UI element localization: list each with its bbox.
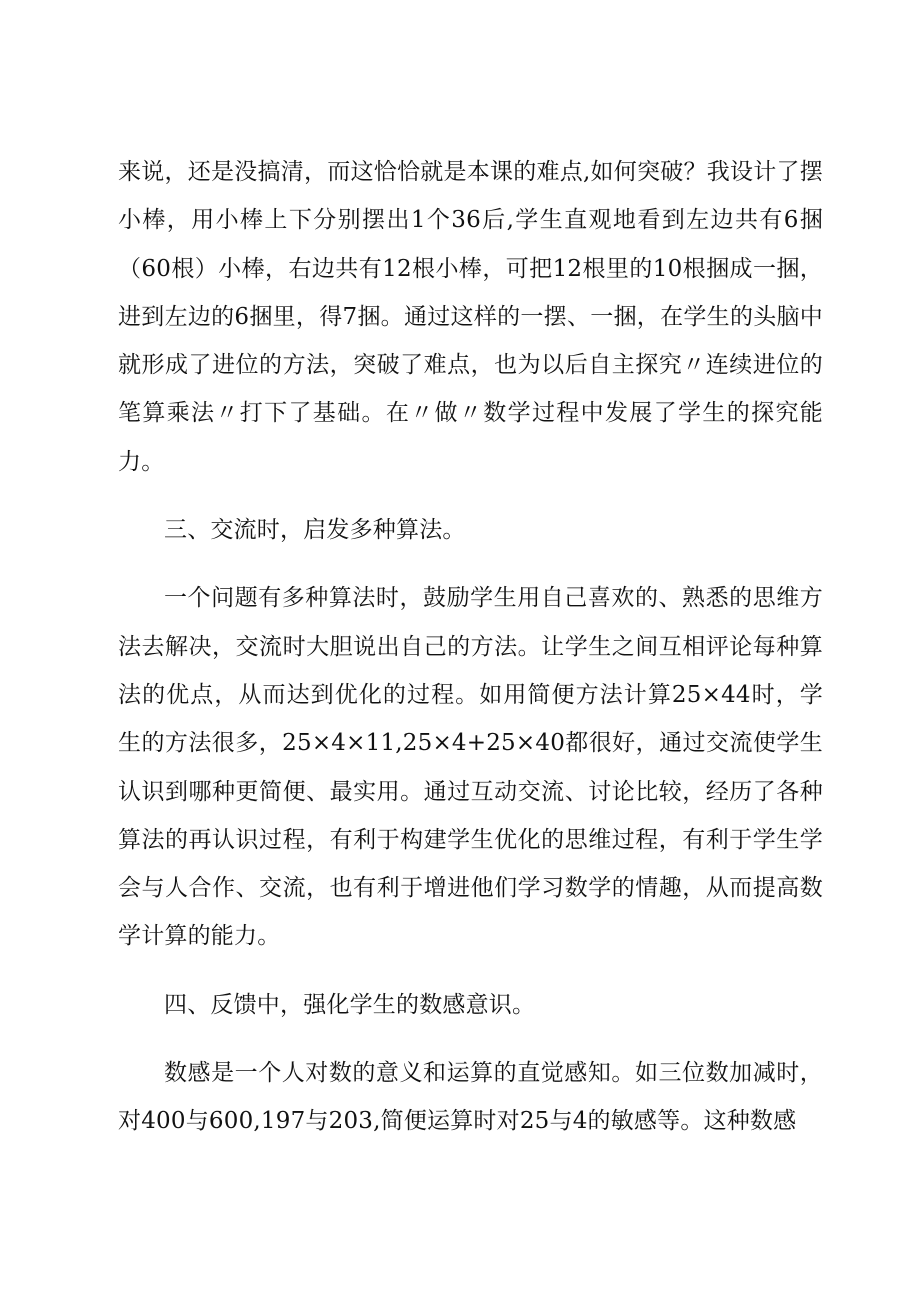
body-paragraph-number-sense: 数感是一个人对数的意义和运算的直觉感知。如三位数加减时，对400与600,197与203,简便运算时对25与4的敏感等。这种数感 <box>118 1060 823 1135</box>
section-heading-communication: 三、交流时，启发多种算法。 <box>164 517 466 544</box>
body-paragraph-multiple-algorithms: 一个问题有多种算法时，鼓励学生用自己喜欢的、熟悉的思维方法去解决，交流时大胆说出自己的方法。让学生之间互相评论每种算法的优点，从而达到优化的过程。如用简便方法计算25×44时，学生的方法很多，25×4×11,25×4+25×40都很好，通过交流使学生认识到哪种更简便、最实用。通过互动交流、讨论比较，经历了各种算法的再认识过程，有利于构建学生优化的思维过程，有利于学生学会与人合作、交流，也有利于增进他们学习数学的情趣，从而提高数学计算的能力。 <box>118 585 823 950</box>
section-heading-feedback: 四、反馈中，强化学生的数感意识。 <box>164 991 536 1018</box>
document-body <box>118 148 823 1146</box>
body-paragraph-continuation: 来说，还是没搞清，而这恰恰就是本课的难点,如何突破？我设计了摆小棒，用小棒上下分别摆出1个36后,学生直观地看到左边共有6捆（60根）小棒，右边共有12根小棒，可把12根里的10根捆成一捆，进到左边的6捆里，得7捆。通过这样的一摆、一捆，在学生的头脑中就形成了进位的方法，突破了难点，也为以后自主探究〃连续进位的笔算乘法〃打下了基础。在〃做〃数学过程中发展了学生的探究能力。 <box>118 159 823 475</box>
